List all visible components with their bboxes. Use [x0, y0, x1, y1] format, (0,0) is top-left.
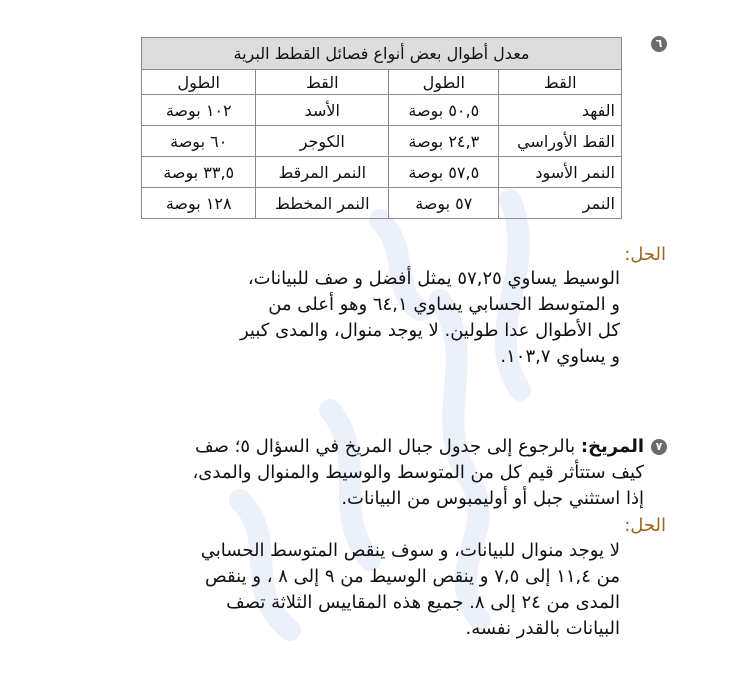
table-cell-length: ٥٠,٥ بوصة: [389, 95, 499, 126]
wild-cats-length-table: [141, 37, 622, 219]
table-cell-length: ٦٠ بوصة: [142, 126, 256, 157]
solution-line: المدى من ٢٤ إلى ٨. جميع هذه المقاييس الثلاثة تصف: [226, 592, 620, 613]
solution-line: الوسيط يساوي ٥٧,٢٥ يمثل أفضل و صف للبيانات،: [247, 268, 620, 289]
table-header-cat-1: القط: [499, 70, 622, 95]
question-line: إذا استثني جبل أو أوليمبوس من البيانات.: [341, 488, 644, 509]
question-line: كيف ستتأثر قيم كل من المتوسط والوسيط والمنوال والمدى،: [192, 462, 644, 483]
solution-line: لا يوجد منوال للبيانات، و سوف ينقص المتوسط الحسابي: [200, 540, 620, 561]
table-cell-cat: النمر المخطط: [256, 188, 389, 219]
solution-line: كل الأطوال عدا طولين. لا يوجد منوال، والمدى كبير: [240, 320, 620, 341]
solution-label-6: الحل:: [624, 244, 666, 265]
table-cell-length: ٥٧,٥ بوصة: [389, 157, 499, 188]
question-number-badge-6: ٦: [651, 36, 667, 52]
solution-text-7: [201, 538, 620, 642]
solution-line: و يساوي ١٠٣,٧.: [500, 346, 620, 367]
table-cell-cat: الفهد: [499, 95, 622, 126]
question-line: [192, 434, 644, 460]
table-cell-cat: النمر الأسود: [499, 157, 622, 188]
table-row: [142, 126, 622, 157]
question-number-badge-7: ٧: [651, 439, 667, 455]
solution-label-7: الحل:: [624, 515, 666, 536]
question-lead: المريخ:: [580, 436, 644, 457]
table-row: [142, 188, 622, 219]
question-line-1: بالرجوع إلى جدول جبال المريخ في السؤال ٥؛ صف: [195, 436, 581, 457]
table-header-length-2: الطول: [142, 70, 256, 95]
table-cell-cat: الكوجر: [256, 126, 389, 157]
table-row: [142, 95, 622, 126]
table-header-cat-2: القط: [256, 70, 389, 95]
table-cell-length: ٢٤,٣ بوصة: [389, 126, 499, 157]
table-cell-cat: القط الأوراسي: [499, 126, 622, 157]
solution-line: البيانات بالقدر نفسه.: [465, 618, 620, 639]
table-cell-cat: النمر: [499, 188, 622, 219]
table-title: معدل أطوال بعض أنواع فصائل القطط البرية: [142, 38, 622, 70]
table-cell-cat: الأسد: [256, 95, 389, 126]
solution-text-6: [240, 266, 620, 370]
solution-line: من ١١,٤ إلى ٧,٥ و ينقص الوسيط من ٩ إلى ٨ ، و ينقص: [205, 566, 620, 587]
question-text-7: [192, 434, 644, 512]
table-row: [142, 157, 622, 188]
table-cell-length: ١٠٢ بوصة: [142, 95, 256, 126]
table-cell-length: ٣٣,٥ بوصة: [142, 157, 256, 188]
table-cell-length: ٥٧ بوصة: [389, 188, 499, 219]
table-header-length-1: الطول: [389, 70, 499, 95]
table-cell-length: ١٢٨ بوصة: [142, 188, 256, 219]
table-cell-cat: النمر المرقط: [256, 157, 389, 188]
solution-line: و المتوسط الحسابي يساوي ٦٤,١ وهو أعلى من: [268, 294, 620, 315]
